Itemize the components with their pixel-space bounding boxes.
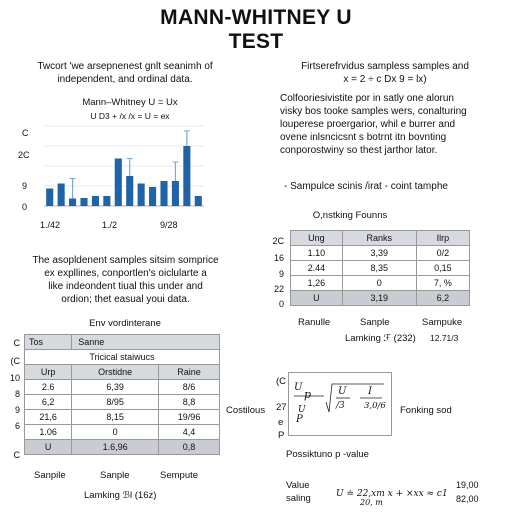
table-cell: 3,39 bbox=[342, 246, 416, 261]
formula-term: U bbox=[298, 405, 306, 415]
title-line-2: TEST bbox=[228, 30, 284, 53]
table-cell: 0 bbox=[342, 276, 416, 291]
col-header: Ung bbox=[291, 231, 343, 246]
table-caption-value: 12.71/3 bbox=[430, 333, 459, 343]
stats-table bbox=[24, 334, 220, 455]
bar bbox=[160, 181, 167, 206]
table-cell: 0/2 bbox=[416, 246, 469, 261]
value-expression: U ≐ 22,xm x + ×xx ≈ c1 bbox=[336, 489, 448, 499]
right-intro-line: x = 2 ÷ c Dx 9 = lx) bbox=[343, 74, 427, 85]
bar bbox=[80, 198, 87, 206]
row-label: 9 bbox=[278, 269, 284, 279]
table-cell: 21,6 bbox=[25, 410, 72, 425]
table-cell: 2.6 bbox=[25, 380, 72, 395]
value-label: Value bbox=[286, 480, 310, 491]
formula-term: I bbox=[368, 386, 372, 397]
ranking-table-title: O,nstking Founns bbox=[312, 210, 388, 221]
row-label: C bbox=[13, 338, 20, 348]
title-line-1: MANN-WHITNEY U bbox=[160, 6, 352, 29]
bar bbox=[126, 176, 133, 206]
bar bbox=[46, 189, 53, 207]
left-para-line: ex expllines, conportlen's oiclularte a bbox=[44, 268, 207, 279]
table-footer: Sempute bbox=[160, 470, 199, 481]
table-row bbox=[25, 440, 220, 455]
value-expression-sub: 20, m bbox=[360, 498, 383, 507]
bar bbox=[183, 146, 190, 206]
formula-side-label: (C bbox=[276, 376, 287, 387]
col-header: Sanne bbox=[72, 335, 220, 350]
table-row bbox=[291, 291, 470, 306]
left-intro-line: Twcort 'we arsepnenest gnlt seanimh of bbox=[37, 61, 213, 72]
ranking-table bbox=[290, 230, 470, 306]
bar bbox=[69, 199, 76, 207]
table-cell: 7, % bbox=[416, 276, 469, 291]
x-tick-label: 9/28 bbox=[160, 220, 178, 230]
col-header: Orstidne bbox=[72, 365, 159, 380]
value-label: saling bbox=[286, 493, 311, 504]
formula-caption: Possiktuno p -value bbox=[286, 449, 369, 460]
col-header: Urp bbox=[25, 365, 72, 380]
left-para-line: like indeondent tiual this under and bbox=[48, 281, 203, 292]
table-row bbox=[291, 276, 470, 291]
table-cell: 6,2 bbox=[25, 395, 72, 410]
chart-title: Mann–Whitney U = Ux bbox=[82, 97, 178, 108]
bar bbox=[149, 187, 156, 206]
bar bbox=[92, 196, 99, 206]
formula-term: /3 bbox=[336, 401, 345, 411]
table-cell: 6,2 bbox=[416, 291, 469, 306]
formula-term: P bbox=[296, 414, 303, 425]
page-title bbox=[0, 6, 512, 54]
row-label: 8 bbox=[14, 389, 20, 399]
formula-term: 3,0/6 bbox=[364, 401, 386, 411]
table-cell: 1.10 bbox=[291, 246, 343, 261]
table-header-row bbox=[25, 365, 220, 380]
x-tick-label: 1./2 bbox=[102, 220, 118, 230]
table-cell: 8,8 bbox=[159, 395, 220, 410]
row-label: (C bbox=[10, 356, 20, 366]
left-intro bbox=[10, 60, 240, 86]
table-header-row bbox=[291, 231, 470, 246]
bar-chart bbox=[38, 120, 208, 210]
formula-side-label: P bbox=[278, 430, 285, 441]
table-cell: 19/96 bbox=[159, 410, 220, 425]
table-header-row bbox=[25, 335, 220, 350]
table-row bbox=[25, 395, 220, 410]
bar bbox=[138, 184, 145, 207]
right-para-line: visky bos tooke samples wers, conalturing bbox=[280, 106, 467, 117]
bullet-text: - Sampulce scinis /irat - coint tamphe bbox=[284, 181, 448, 192]
right-para-line: Colfooriesivistite por in satly one alorun bbox=[280, 93, 454, 104]
formula-side-label: 27 bbox=[276, 402, 287, 413]
value-number: 19,00 bbox=[456, 480, 479, 490]
table-row bbox=[291, 261, 470, 276]
table-cell: 0,15 bbox=[416, 261, 469, 276]
table-cell: 8,15 bbox=[72, 410, 159, 425]
table-cell: 0,8 bbox=[159, 440, 220, 455]
bar bbox=[103, 196, 110, 206]
table-row bbox=[291, 246, 470, 261]
row-label: 0 bbox=[278, 299, 284, 309]
value-number: 82,00 bbox=[456, 494, 479, 504]
right-intro-line: Firtserefrvidus sampless samples and bbox=[301, 61, 469, 72]
y-tick-label: 2C bbox=[18, 150, 30, 160]
table-cell: 1.06 bbox=[25, 425, 72, 440]
table-footer: Sanple bbox=[360, 317, 390, 328]
col-header: Raine bbox=[159, 365, 220, 380]
row-label: 10 bbox=[9, 373, 20, 383]
chart-subtitle: U D3 + /x /x = U = ex bbox=[90, 111, 170, 121]
row-label: 9 bbox=[14, 405, 20, 415]
table-cell: U bbox=[291, 291, 343, 306]
bar bbox=[195, 196, 202, 206]
col-header: Tos bbox=[25, 335, 72, 350]
stats-table-title: Env vordinterane bbox=[89, 318, 161, 329]
formula-side-label: e bbox=[278, 417, 284, 428]
table-cell: 8/6 bbox=[159, 380, 220, 395]
formula-term: p bbox=[304, 388, 312, 401]
left-paragraph bbox=[8, 254, 243, 306]
row-label: 6 bbox=[14, 421, 20, 431]
y-tick-label: 9 bbox=[22, 181, 28, 191]
table-footer: Sanple bbox=[100, 470, 130, 481]
table-cell: 6,39 bbox=[72, 380, 159, 395]
right-paragraph bbox=[280, 92, 505, 157]
table-cell: 1,26 bbox=[291, 276, 343, 291]
row-label: 22 bbox=[273, 284, 284, 294]
x-tick-label: 1./42 bbox=[40, 220, 61, 230]
table-cell: U bbox=[25, 440, 72, 455]
table-cell: 8,35 bbox=[342, 261, 416, 276]
table-footer: Sanpile bbox=[34, 470, 66, 481]
table-caption: Lamking ℱ (232) bbox=[345, 333, 416, 344]
table-caption: Lamking ℬl (16z) bbox=[84, 490, 157, 501]
table-cell: 8/95 bbox=[72, 395, 159, 410]
table-footer: Ranulle bbox=[298, 317, 331, 328]
table-subheader: Tricical staiwucs bbox=[25, 350, 220, 365]
bar bbox=[58, 184, 65, 207]
formula-term: U bbox=[338, 386, 347, 397]
right-para-line: ovene inlsncicsnt s botrnt itn bovnting bbox=[280, 132, 447, 143]
y-tick-label: C bbox=[22, 128, 29, 138]
left-para-line: ordion; thet easual youi data. bbox=[61, 294, 190, 305]
row-label: 2C bbox=[272, 236, 284, 246]
formula-term: U bbox=[294, 382, 303, 393]
formula-left-label: Costilous bbox=[226, 405, 266, 416]
y-tick-label: 0 bbox=[22, 202, 28, 212]
col-header: Ilrp bbox=[416, 231, 469, 246]
row-label: 16 bbox=[273, 253, 284, 263]
bar bbox=[115, 159, 122, 207]
table-cell: 4,4 bbox=[159, 425, 220, 440]
table-cell: 1.6,96 bbox=[72, 440, 159, 455]
col-header: Ranks bbox=[342, 231, 416, 246]
row-label: C bbox=[13, 450, 20, 460]
table-cell: 0 bbox=[72, 425, 159, 440]
right-para-line: louperese proergarior, whil e burrer and bbox=[280, 119, 456, 130]
table-cell: 3,19 bbox=[342, 291, 416, 306]
right-intro bbox=[270, 60, 500, 86]
left-para-line: The asopldenent samples sitsim somprice bbox=[32, 255, 219, 266]
table-row bbox=[25, 425, 220, 440]
table-row bbox=[25, 410, 220, 425]
table-subheader-row bbox=[25, 350, 220, 365]
formula-right-label: Fonking sod bbox=[400, 405, 452, 416]
left-intro-line: independent, and ordinal data. bbox=[57, 74, 193, 85]
right-para-line: conporostwiny so thest jarthor lator. bbox=[280, 145, 438, 156]
table-cell: 2.44 bbox=[291, 261, 343, 276]
table-footer: Sampuke bbox=[422, 317, 463, 328]
bar bbox=[172, 181, 179, 206]
table-row bbox=[25, 380, 220, 395]
